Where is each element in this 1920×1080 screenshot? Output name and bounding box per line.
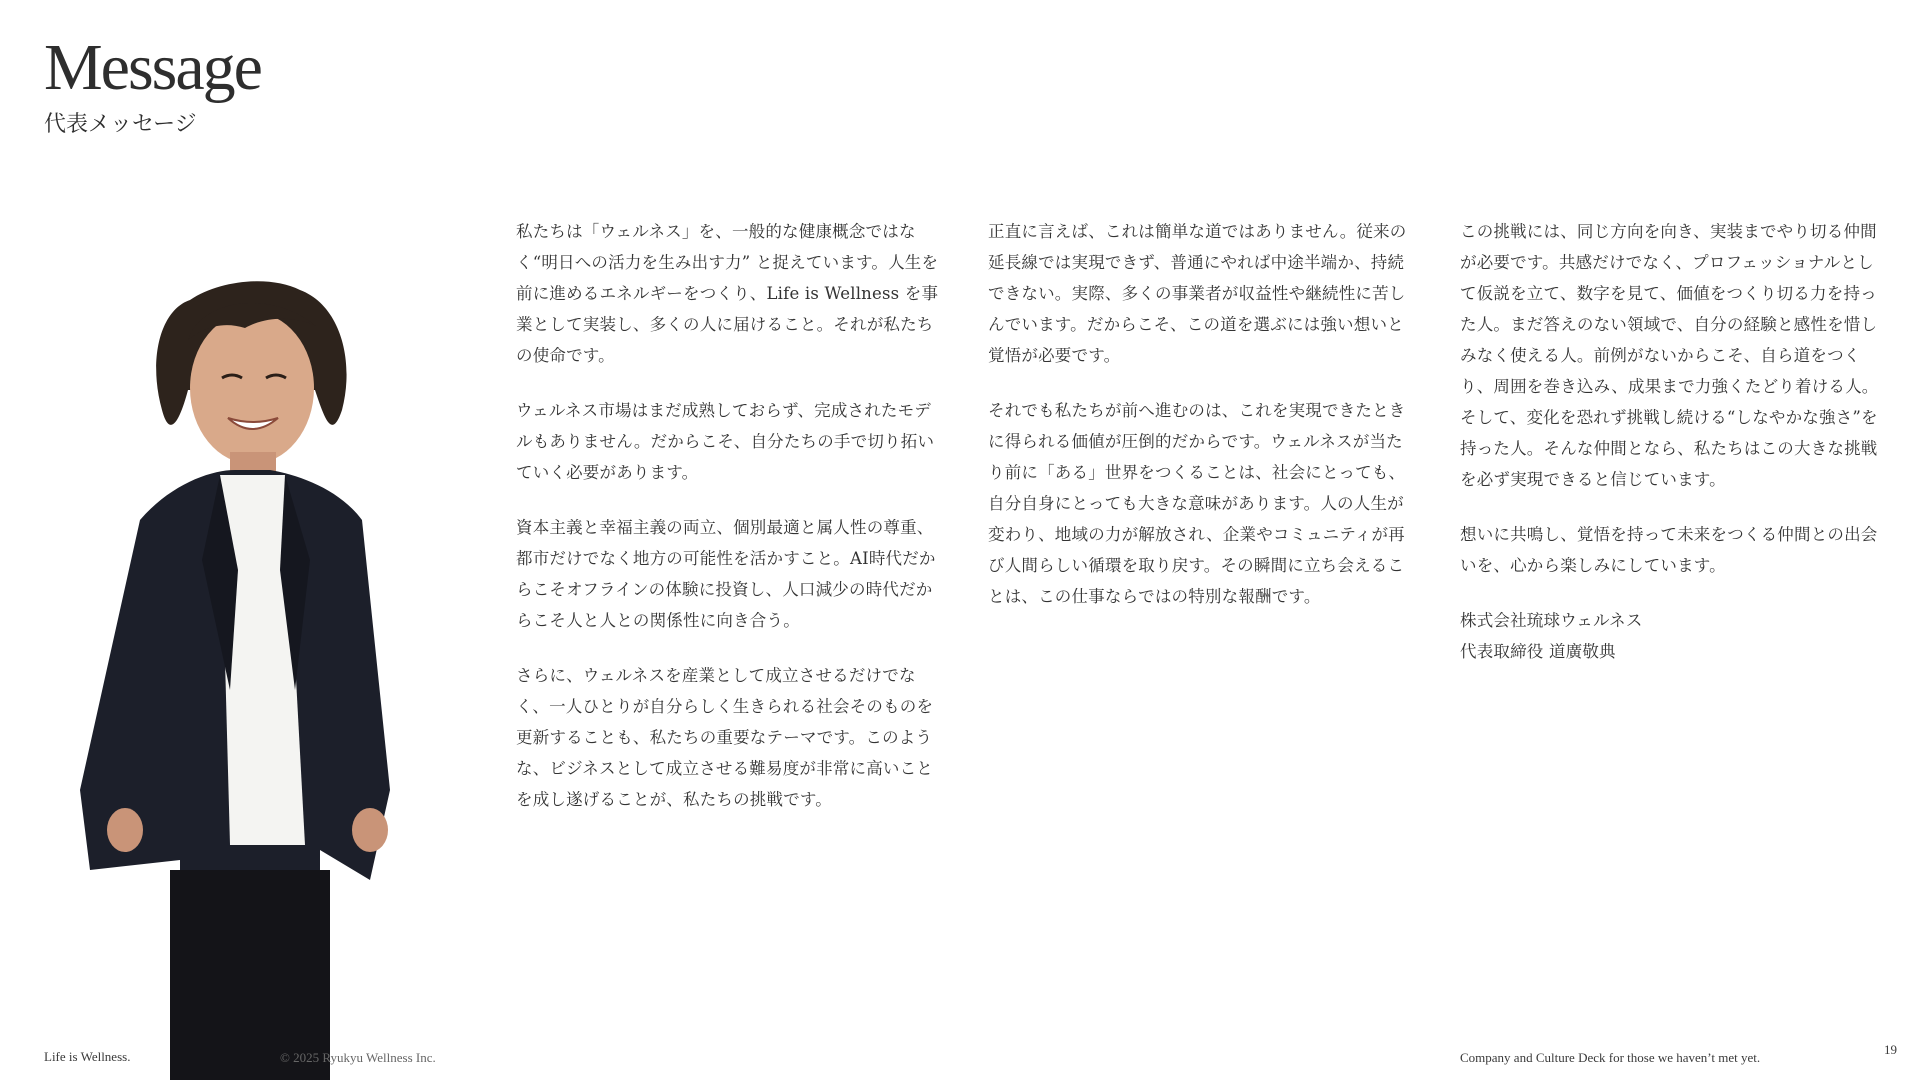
message-paragraph: それでも私たちが前へ進むのは、これを実現できたときに得られる価値が圧倒的だからです。ウェルネスが当たり前に「ある」世界をつくることは、社会にとっても、自分自身にとっても大きな意味があります。人の人生が変わり、地域の力が解放され、企業やコミュニティが再び人間らしい循環を取り戻す。その瞬間に立ち会えることは、この仕事ならではの特別な報酬です。	[988, 401, 1406, 606]
message-paragraph: ウェルネス市場はまだ成熟しておらず、完成されたモデルもありません。だからこそ、自分たちの手で切り拓いていく必要があります。	[516, 401, 935, 482]
message-paragraph: 資本主義と幸福主義の両立、個別最適と属人性の尊重、都市だけでなく地方の可能性を活かすこと。AI時代だからこそオフラインの体験に投資し、人口減少の時代だからこそ人と人との関係性に向き合う。	[516, 518, 936, 630]
message-paragraph: この挑戦には、同じ方向を向き、実装までやり切る仲間が必要です。共感だけでなく、プロフェッショナルとして仮説を立て、数字を見て、価値をつくり切る力を持った人。まだ答えのない領域で、自分の経験と感性を惜しみなく使える人。前例がないからこそ、自ら道をつくり、周囲を巻き込み、成果まで力強くたどり着ける人。そして、変化を恐れず挑戦し続ける“しなやかな強さ”を持った人。そんな仲間となら、私たちはこの大きな挑戦を必ず実現できると信じています。	[1460, 222, 1879, 489]
signature-name: 代表取締役 道廣敬典	[1460, 642, 1616, 661]
message-column-1	[516, 216, 946, 839]
signature-block	[1460, 605, 1890, 667]
message-paragraph: 正直に言えば、これは簡単な道ではありません。従来の延長線では実現できず、普通にやれば中途半端か、持続できない。実際、多くの事業者が収益性や継続性に苦しんでいます。だからこそ、この道を選ぶには強い想いと覚悟が必要です。	[988, 222, 1407, 365]
portrait-illustration	[70, 270, 450, 1080]
representative-portrait	[70, 270, 450, 1080]
page-subtitle: 代表メッセージ	[44, 112, 197, 137]
page-title: Message	[44, 31, 261, 104]
message-paragraph: さらに、ウェルネスを産業として成立させるだけでなく、一人ひとりが自分らしく生きられる社会そのものを更新することも、私たちの重要なテーマです。このような、ビジネスとして成立させる難易度が非常に高いことを成し遂げることが、私たちの挑戦です。	[516, 666, 934, 809]
message-column-3	[1460, 216, 1890, 691]
message-paragraph: 想いに共鳴し、覚悟を持って未来をつくる仲間との出会いを、心から楽しみにしています。	[1460, 525, 1878, 575]
page-number: 19	[1884, 1042, 1897, 1057]
footer-deck-title: Company and Culture Deck for those we haven’t met yet.	[1460, 1050, 1761, 1065]
signature-company: 株式会社琉球ウェルネス	[1460, 611, 1643, 630]
footer-tagline: Life is Wellness.	[44, 1049, 131, 1064]
page-heading	[44, 30, 261, 140]
message-paragraph: 私たちは「ウェルネス」を、一般的な健康概念ではなく“明日への活力を生み出す力” と捉えています。人生を前に進めるエネルギーをつくり、Life is Wellness を事業として実装し、多くの人に届けること。それが私たちの使命です。	[516, 222, 939, 365]
footer-copyright: © 2025 Ryukyu Wellness Inc.	[280, 1050, 436, 1065]
message-column-2	[988, 216, 1418, 636]
